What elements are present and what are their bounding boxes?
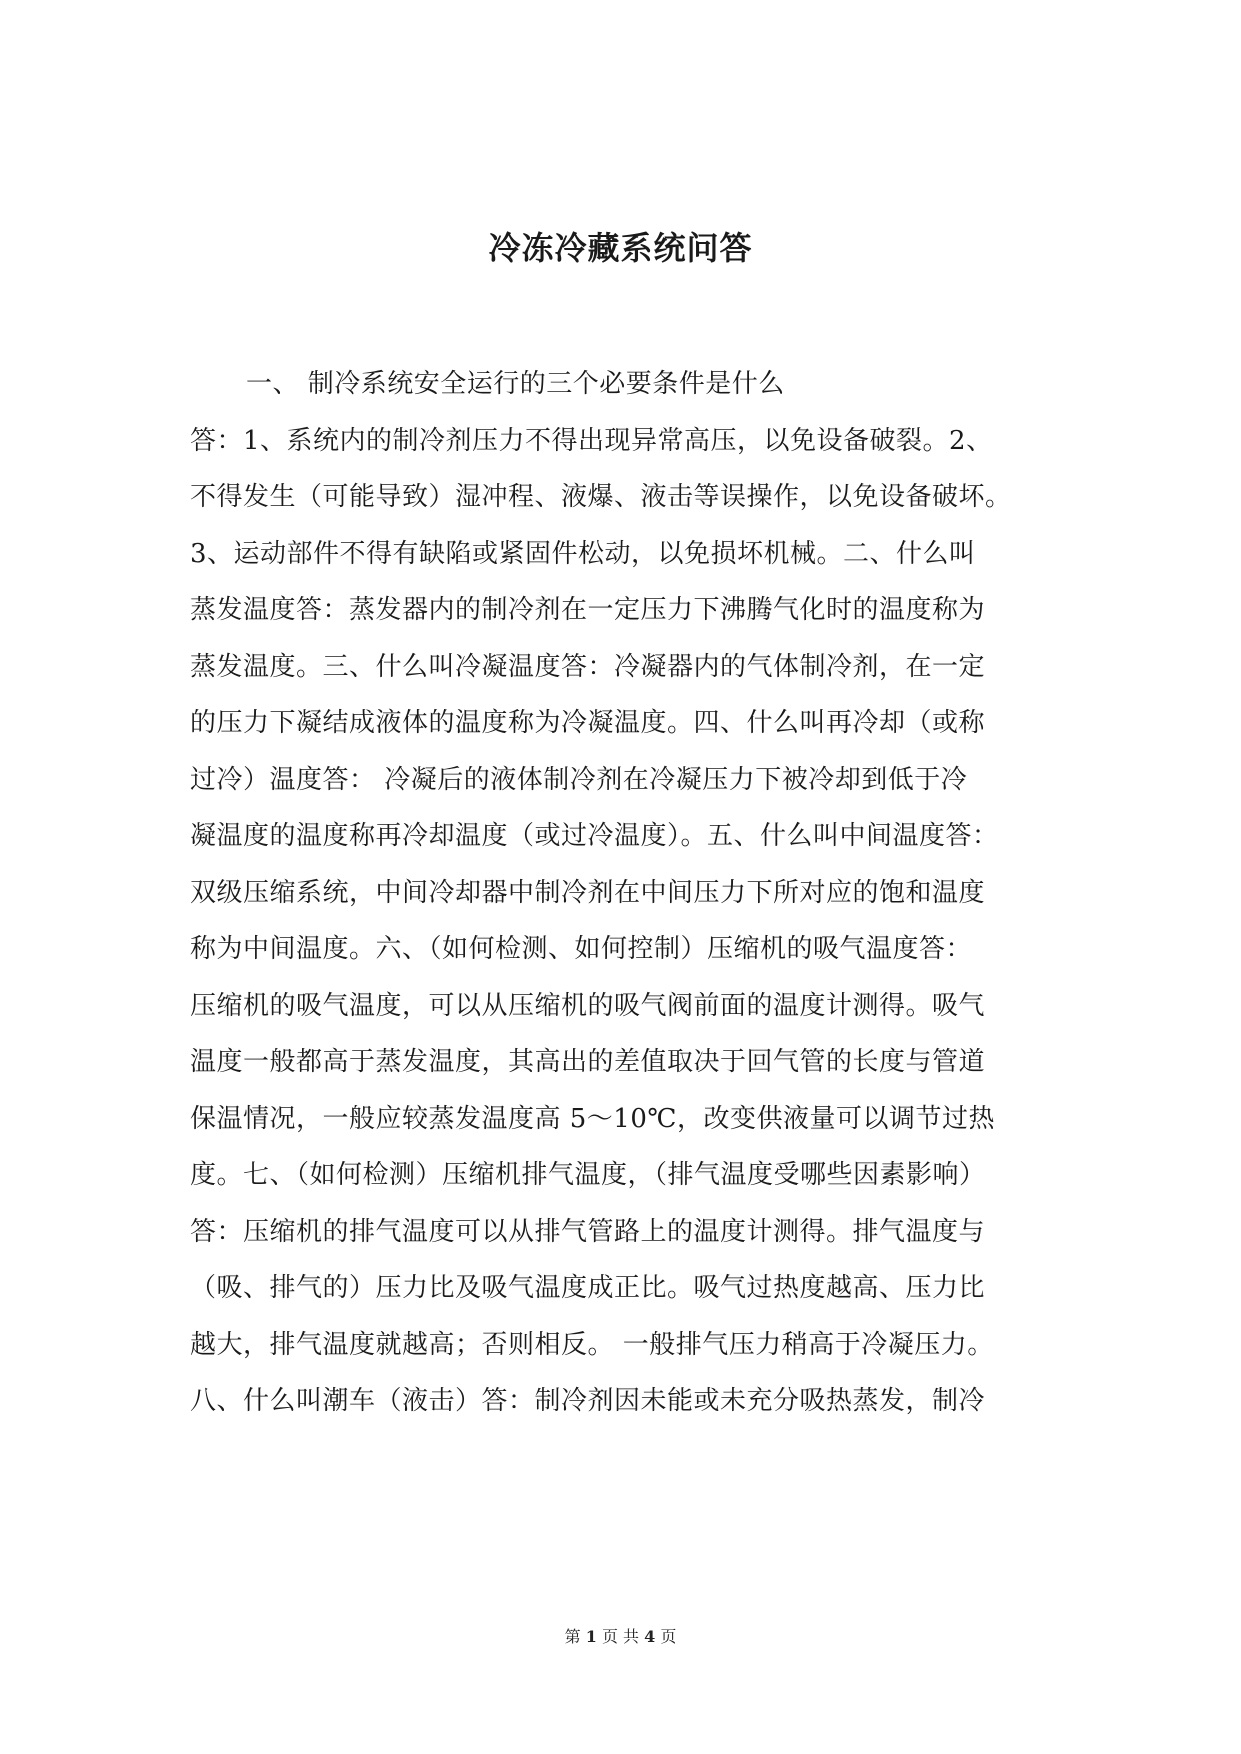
body-line: （吸、排气的）压力比及吸气温度成正比。吸气过热度越高、压力比 [190, 1273, 986, 1303]
body-line: 答：1、系统内的制冷剂压力不得出现异常高压，以免设备破裂。2、 [190, 425, 993, 456]
footer-suffix: 页 [660, 1627, 677, 1646]
body-line: 压缩机的吸气温度，可以从压缩机的吸气阀前面的温度计测得。吸气 [190, 990, 986, 1021]
body-line: 保温情况，一般应较蒸发温度高 5～10℃，改变供液量可以调节过热 [190, 1103, 995, 1134]
body-line: 过冷）温度答： 冷凝后的液体制冷剂在冷凝压力下被冷却到低于冷 [190, 764, 968, 795]
footer-prefix: 第 [564, 1627, 581, 1646]
body-line: 八、什么叫潮车（液击）答：制冷剂因未能或未充分吸热蒸发，制冷 [190, 1386, 986, 1416]
section-heading: 一、 制冷系统安全运行的三个必要条件是什么 [246, 369, 785, 399]
body-line: 不得发生（可能导致）湿冲程、液爆、液击等误操作，以免设备破坏。 [190, 482, 1012, 512]
body-line: 越大，排气温度就越高；否则相反。 一般排气压力稍高于冷凝压力。 [190, 1329, 994, 1360]
document-body [190, 356, 1060, 1430]
body-line: 温度一般都高于蒸发温度，其高出的差值取决于回气管的长度与管道 [190, 1047, 986, 1077]
body-line: 双级压缩系统，中间冷却器中制冷剂在中间压力下所对应的饱和温度 [190, 877, 986, 908]
footer-total-pages: 4 [644, 1627, 656, 1646]
footer-page-number: 1 [585, 1627, 597, 1646]
body-line: 3、运动部件不得有缺陷或紧固件松动，以免损坏机械。二、什么叫 [190, 538, 976, 569]
body-line: 答：压缩机的排气温度可以从排气管路上的温度计测得。排气温度与 [190, 1216, 986, 1247]
body-line: 称为中间温度。六、（如何检测、如何控制）压缩机的吸气温度答： [190, 934, 973, 964]
body-line: 度。七、（如何检测）压缩机排气温度，（排气温度受哪些因素影响） [190, 1160, 986, 1190]
body-line: 蒸发温度答：蒸发器内的制冷剂在一定压力下沸腾气化时的温度称为 [190, 595, 986, 625]
footer-middle: 页 共 [601, 1627, 640, 1646]
body-line: 蒸发温度。三、什么叫冷凝温度答：冷凝器内的气体制冷剂，在一定 [190, 651, 986, 682]
body-line: 凝温度的温度称再冷却温度（或过冷温度）。五、什么叫中间温度答： [190, 821, 999, 851]
body-line: 的压力下凝结成液体的温度称为冷凝温度。四、什么叫再冷却（或称 [190, 708, 986, 738]
page-footer [0, 1626, 1241, 1648]
document-title: 冷冻冷藏系统问答 [488, 229, 753, 267]
